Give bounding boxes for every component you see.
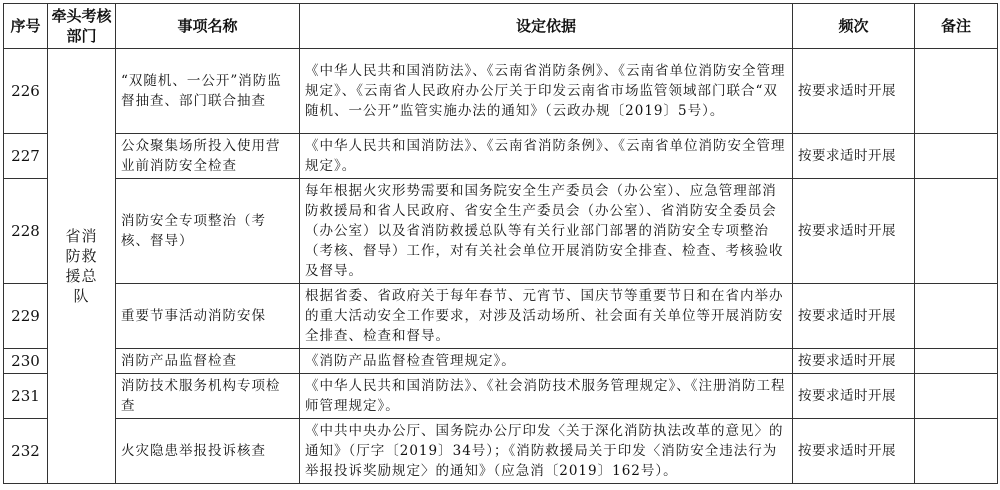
header-dept: 牵头考核部门 xyxy=(48,4,116,49)
item-name: 重要节事活动消防安保 xyxy=(116,284,300,349)
table-row xyxy=(4,284,998,349)
basis-text: 《中华人民共和国消防法》、《云南省消防条例》、《云南省单位消防安全管理规定》、《云南省人民政府办公厅关于印发云南省市场监管领域部门联合“双随机、一公开”监管实施办法的通知》（云政办规〔2019〕5号）。 xyxy=(300,49,793,134)
table-row xyxy=(4,179,998,284)
inspection-table-container xyxy=(3,3,998,484)
row-number: 228 xyxy=(4,179,48,284)
row-number: 231 xyxy=(4,374,48,419)
frequency: 按要求适时开展 xyxy=(793,374,915,419)
row-number: 227 xyxy=(4,134,48,179)
frequency: 按要求适时开展 xyxy=(793,179,915,284)
row-number: 230 xyxy=(4,349,48,374)
item-name: 消防技术服务机构专项检查 xyxy=(116,374,300,419)
notes xyxy=(915,134,998,179)
department-cell: 省消防救援总队 xyxy=(48,49,116,484)
header-item: 事项名称 xyxy=(116,4,300,49)
header-row xyxy=(4,4,998,49)
row-number: 226 xyxy=(4,49,48,134)
basis-text: 根据省委、省政府关于每年春节、元宵节、国庆节等重要节日和在省内举办的重大活动安全工作要求，对涉及活动场所、社会面有关单位等开展消防安全排查、检查和督导。 xyxy=(300,284,793,349)
item-name: 火灾隐患举报投诉核查 xyxy=(116,419,300,484)
notes xyxy=(915,179,998,284)
item-name: “双随机、一公开”消防监督抽查、部门联合抽查 xyxy=(116,49,300,134)
basis-text: 《中共中央办公厅、国务院办公厅印发〈关于深化消防执法改革的意见〉的通知》（厅字〔2019〕34号）；《消防救援局关于印发〈消防安全违法行为举报投诉奖励规定〉的通知》（应急消〔2019〕162号）。 xyxy=(300,419,793,484)
notes xyxy=(915,419,998,484)
basis-text: 每年根据火灾形势需要和国务院安全生产委员会（办公室）、应急管理部消防救援局和省人民政府、省安全生产委员会（办公室）、省消防安全委员会（办公室）以及省消防救援总队等有关行业部门部署的消防安全专项整治（考核、督导）工作，对有关社会单位开展消防安全排查、检查、考核验收及督导。 xyxy=(300,179,793,284)
notes xyxy=(915,49,998,134)
row-number: 232 xyxy=(4,419,48,484)
notes xyxy=(915,374,998,419)
header-freq: 频次 xyxy=(793,4,915,49)
notes xyxy=(915,284,998,349)
header-no: 序号 xyxy=(4,4,48,49)
inspection-table xyxy=(3,3,998,484)
basis-text: 《消防产品监督检查管理规定》。 xyxy=(300,349,793,374)
frequency: 按要求适时开展 xyxy=(793,349,915,374)
header-notes: 备注 xyxy=(915,4,998,49)
item-name: 公众聚集场所投入使用营业前消防安全检查 xyxy=(116,134,300,179)
notes xyxy=(915,349,998,374)
frequency: 按要求适时开展 xyxy=(793,419,915,484)
item-name: 消防安全专项整治（考核、督导） xyxy=(116,179,300,284)
frequency: 按要求适时开展 xyxy=(793,134,915,179)
frequency: 按要求适时开展 xyxy=(793,284,915,349)
table-row xyxy=(4,49,998,134)
table-row xyxy=(4,374,998,419)
table-row xyxy=(4,134,998,179)
table-row xyxy=(4,419,998,484)
table-row xyxy=(4,349,998,374)
item-name: 消防产品监督检查 xyxy=(116,349,300,374)
frequency: 按要求适时开展 xyxy=(793,49,915,134)
row-number: 229 xyxy=(4,284,48,349)
basis-text: 《中华人民共和国消防法》、《社会消防技术服务管理规定》、《注册消防工程师管理规定》。 xyxy=(300,374,793,419)
header-basis: 设定依据 xyxy=(300,4,793,49)
basis-text: 《中华人民共和国消防法》、《云南省消防条例》、《云南省单位消防安全管理规定》。 xyxy=(300,134,793,179)
